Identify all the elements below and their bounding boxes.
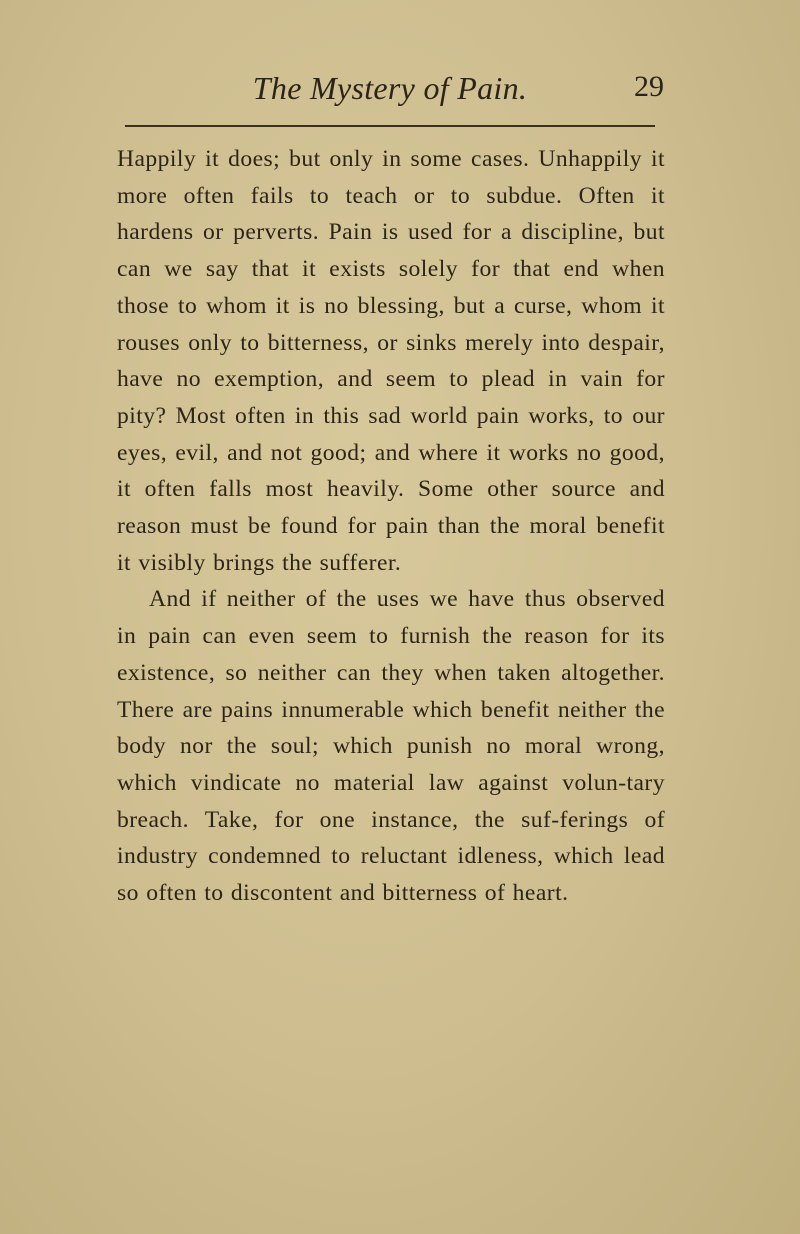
header-rule [125, 125, 655, 127]
running-title: The Mystery of Pain. [252, 70, 528, 106]
paragraph-2: And if neither of the uses we have thus observed in pain can even seem to furnish the reason for its existence, so neither can they when taken altogether. There are pains innumerable which benefit neither the body nor the soul; which punish no moral wrong, which vindicate no material law against volun-tary breach. Take, for one instance, the suf-ferings of industry condemned to reluctant idleness, which lead so often to discontent and bitterness of heart. [117, 586, 665, 907]
paragraph-1: Happily it does; but only in some cases. Unhappily it more often fails to teach or to subdue. Often it hardens or perverts. Pain is used for a discipline, but can we say that it exists solely for that end when those to whom it is no blessing, but a curse, whom it rouses only to bitterness, or sinks merely into despair, have no exemption, and seem to plead in vain for pity? Most often in this sad world pain works, to our eyes, evil, and not good; and where it works no good, it often falls most heavily. Some other source and reason must be found for pain than the moral benefit it visibly brings the sufferer. [117, 146, 665, 576]
body-text [117, 141, 665, 912]
page-header [120, 70, 664, 110]
page-number: 29 [634, 70, 664, 103]
